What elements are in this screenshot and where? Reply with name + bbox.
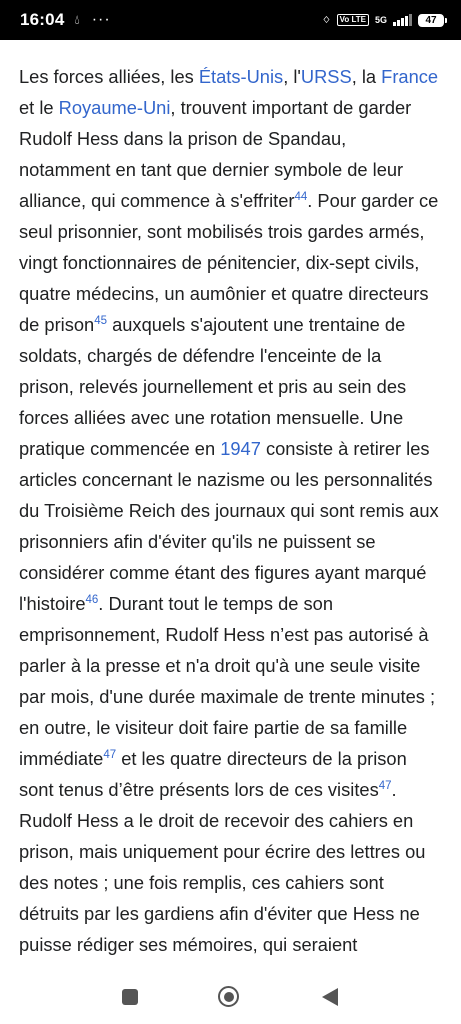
link-urss[interactable]: URSS bbox=[300, 66, 352, 87]
text-segment: et les quatre directeurs de la prison sont tenus d’être présents lors de ces visites bbox=[19, 748, 407, 800]
link-etats-unis[interactable]: États-Unis bbox=[198, 66, 284, 87]
link-france[interactable]: France bbox=[381, 66, 439, 87]
bluetooth-icon: ᛜ bbox=[322, 12, 331, 28]
square-recents-icon[interactable] bbox=[119, 985, 143, 1009]
reference-45[interactable]: 45 bbox=[94, 315, 108, 327]
text-segment: . Rudolf Hess a le droit de recevoir des cahiers en prison, mais uniquement pour écrire des lettres ou des notes ; une fois remplis, ces cahiers sont détruits par les gardiens afin d'éviter que Hess ne puisse rédiger ses mémoires, qui seraient bbox=[19, 779, 426, 955]
network-type-label: 5G bbox=[374, 15, 387, 25]
triangle-back-icon[interactable] bbox=[320, 985, 344, 1009]
status-bar bbox=[0, 0, 461, 40]
article-content bbox=[19, 61, 441, 969]
reference-47[interactable]: 47 bbox=[103, 749, 117, 761]
text-segment: , l' bbox=[283, 66, 301, 87]
circle-home-icon[interactable] bbox=[218, 985, 242, 1009]
reference-46[interactable]: 46 bbox=[85, 594, 99, 606]
text-segment: . Durant tout le temps de son emprisonnement, Rudolf Hess n’est pas autorisé à parler à la presse et n'a droit qu'à une seule visite par mois, d'une durée maximale de trente minutes ; en outre, le visiteur doit faire partie de sa famille immédiate bbox=[19, 593, 436, 769]
text-segment: , trouvent important de garder Rudolf Hess dans la prison de Spandau, notamment en tant que dernier symbole de leur alliance, qui commence à s'effriter bbox=[19, 97, 412, 211]
battery-icon bbox=[418, 14, 447, 27]
text-segment: , la bbox=[351, 66, 382, 87]
link-royaume-uni[interactable]: Royaume-Uni bbox=[58, 97, 171, 118]
reference-44[interactable]: 44 bbox=[294, 191, 308, 203]
text-segment: Les forces alliées, les bbox=[19, 66, 199, 87]
water-drop-icon: 💧︎ bbox=[74, 12, 80, 27]
text-segment: et le bbox=[19, 97, 59, 118]
battery-level: 47 bbox=[418, 14, 444, 27]
text-segment: consiste à retirer les articles concernant le nazisme ou les personnalités du Troisième Reich des journaux qui sont remis aux prisonniers afin d'éviter qu'ils ne puissent se considérer comme étant des figures ayant marqué l'histoire bbox=[19, 438, 439, 614]
text-segment: auxquels s'ajoutent une trentaine de soldats, chargés de défendre l'enceinte de la prison, relevés journellement et pris au sein des forces alliées avec une rotation mensuelle. Une pratique commencée en bbox=[19, 314, 407, 459]
clock: 16:04 bbox=[20, 10, 65, 29]
navigation-bar bbox=[0, 968, 461, 1024]
volte-icon: Vo LTE bbox=[337, 14, 369, 26]
article-paragraph bbox=[19, 61, 441, 960]
signal-strength-icon bbox=[393, 14, 412, 26]
reference-47[interactable]: 47 bbox=[378, 780, 392, 792]
link-1947[interactable]: 1947 bbox=[220, 438, 261, 459]
more-notifications-icon: ··· bbox=[91, 11, 111, 28]
text-segment: . Pour garder ce seul prisonnier, sont mobilisés trois gardes armés, vingt fonctionnaires de pénitencier, dix-sept civils, quatre médecins, un aumônier et quatre directeurs de prison bbox=[19, 190, 439, 335]
